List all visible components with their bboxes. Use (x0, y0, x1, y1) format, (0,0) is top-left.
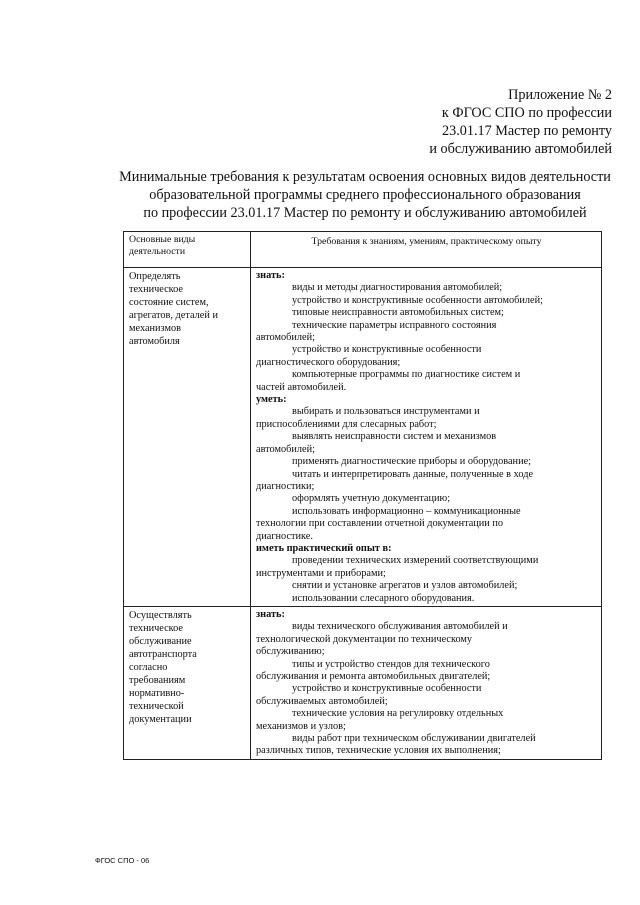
requirement-line: обслуживаемых автомобилей; (256, 695, 388, 707)
title-line: Минимальные требования к результатам освоения основных видов деятельности (119, 169, 611, 185)
requirement-line: устройство и конструктивные особенности (292, 683, 482, 695)
activity-line: состояние систем, (129, 297, 209, 308)
requirement-line: устройство и конструктивные особенности (292, 344, 482, 356)
header-activities-line: деятельности (129, 246, 186, 257)
requirement-line: виды технического обслуживания автомобилей и (292, 621, 508, 633)
requirement-line: применять диагностические приборы и оборудование; (292, 456, 532, 468)
requirement-line: типы и устройство стендов для технического (292, 658, 490, 670)
requirement-line: виды работ при техническом обслуживании двигателей (292, 733, 536, 745)
requirement-line: типовые неисправности автомобильных систем; (292, 307, 504, 319)
requirement-line: автомобилей; (256, 443, 315, 455)
activity-line: документации (129, 713, 192, 725)
activity-line: согласно (129, 661, 168, 673)
requirements-cell (251, 606, 602, 759)
activity-line: Осуществлять (129, 609, 192, 621)
requirement-line: диагностики; (256, 480, 315, 492)
requirement-section-heading: знать: (256, 608, 285, 620)
appendix-line: и обслуживанию автомобилей (429, 141, 612, 157)
requirement-line: частей автомобилей. (256, 381, 347, 393)
requirements-table (123, 231, 602, 760)
requirement-line: выбирать и пользоваться инструментами и (292, 406, 480, 418)
requirement-line: оформлять учетную документацию; (292, 493, 451, 505)
appendix-line: к ФГОС СПО по профессии (441, 105, 612, 121)
requirement-line: обслуживания и ремонта автомобильных двигателей; (256, 671, 491, 682)
appendix-line: 23.01.17 Мастер по ремонту (442, 123, 612, 139)
footer-code: ФГОС СПО - 06 (95, 856, 150, 865)
requirement-line: использовании слесарного оборудования. (292, 592, 475, 604)
requirement-line: технические условия на регулировку отдельных (292, 708, 504, 720)
activity-line: технической (129, 700, 184, 712)
requirement-line: автомобилей; (256, 332, 315, 344)
activity-line: автомобиля (129, 336, 180, 347)
title-line: образовательной программы среднего профессионального образования (149, 187, 581, 203)
requirement-section-heading: уметь: (256, 394, 287, 406)
requirement-line: компьютерные программы по диагностике систем и (292, 369, 521, 381)
requirement-line: технологии при составлении отчетной документации по (256, 518, 504, 530)
header-activities (124, 232, 251, 268)
activity-line: Определять (129, 271, 181, 282)
table-header-row (124, 232, 602, 268)
requirement-line: диагностике. (256, 530, 313, 542)
requirement-line: виды и методы диагностирования автомобилей; (292, 282, 503, 294)
requirement-line: обслуживанию; (256, 646, 325, 658)
title-line: по профессии 23.01.17 Мастер по ремонту и обслуживанию автомобилей (143, 205, 587, 221)
requirement-line: устройство и конструктивные особенности автомобилей; (292, 294, 543, 306)
requirement-line: проведении технических измерений соответствующими (292, 555, 539, 567)
requirement-line: технические параметры исправного состояния (292, 319, 497, 331)
requirement-line: выявлять неисправности систем и механизмов (292, 431, 497, 443)
requirement-section-heading: знать: (256, 270, 285, 281)
requirement-line: различных типов, технические условия их выполнения; (256, 745, 501, 757)
activity-line: автотранспорта (129, 648, 197, 660)
activity-cell (124, 606, 251, 759)
requirement-line: механизмов и узлов; (256, 720, 346, 732)
appendix-reference (429, 86, 612, 158)
requirement-line: приспособлениями для слесарных работ; (256, 418, 437, 430)
table-row (124, 268, 602, 607)
activity-line: техническое (129, 284, 184, 295)
activity-cell (124, 268, 251, 607)
requirement-line: читать и интерпретировать данные, полученные в ходе (292, 468, 534, 480)
header-activities-line: Основные виды (129, 234, 196, 245)
activity-line: механизмов (129, 323, 182, 334)
activity-line: агрегатов, деталей и (129, 310, 218, 321)
activity-line: нормативно- (129, 687, 185, 699)
requirement-line: использовать информационно – коммуникационные (292, 505, 521, 517)
table-row (124, 606, 602, 759)
appendix-line: Приложение № 2 (508, 87, 612, 103)
requirement-line: диагностического оборудования; (256, 356, 401, 368)
header-requirements: Требования к знаниям, умениям, практическому опыту (251, 232, 602, 268)
activity-line: требованиям (129, 674, 186, 686)
requirement-line: снятии и установке агрегатов и узлов автомобилей; (292, 580, 518, 592)
activity-line: техническое (129, 622, 184, 634)
activity-line: обслуживание (129, 635, 192, 647)
requirement-section-heading: иметь практический опыт в: (256, 542, 392, 554)
requirement-line: инструментами и приборами; (256, 567, 386, 579)
requirements-cell (251, 268, 602, 607)
requirement-line: технологической документации по техническому (256, 633, 473, 645)
document-title (100, 168, 630, 222)
